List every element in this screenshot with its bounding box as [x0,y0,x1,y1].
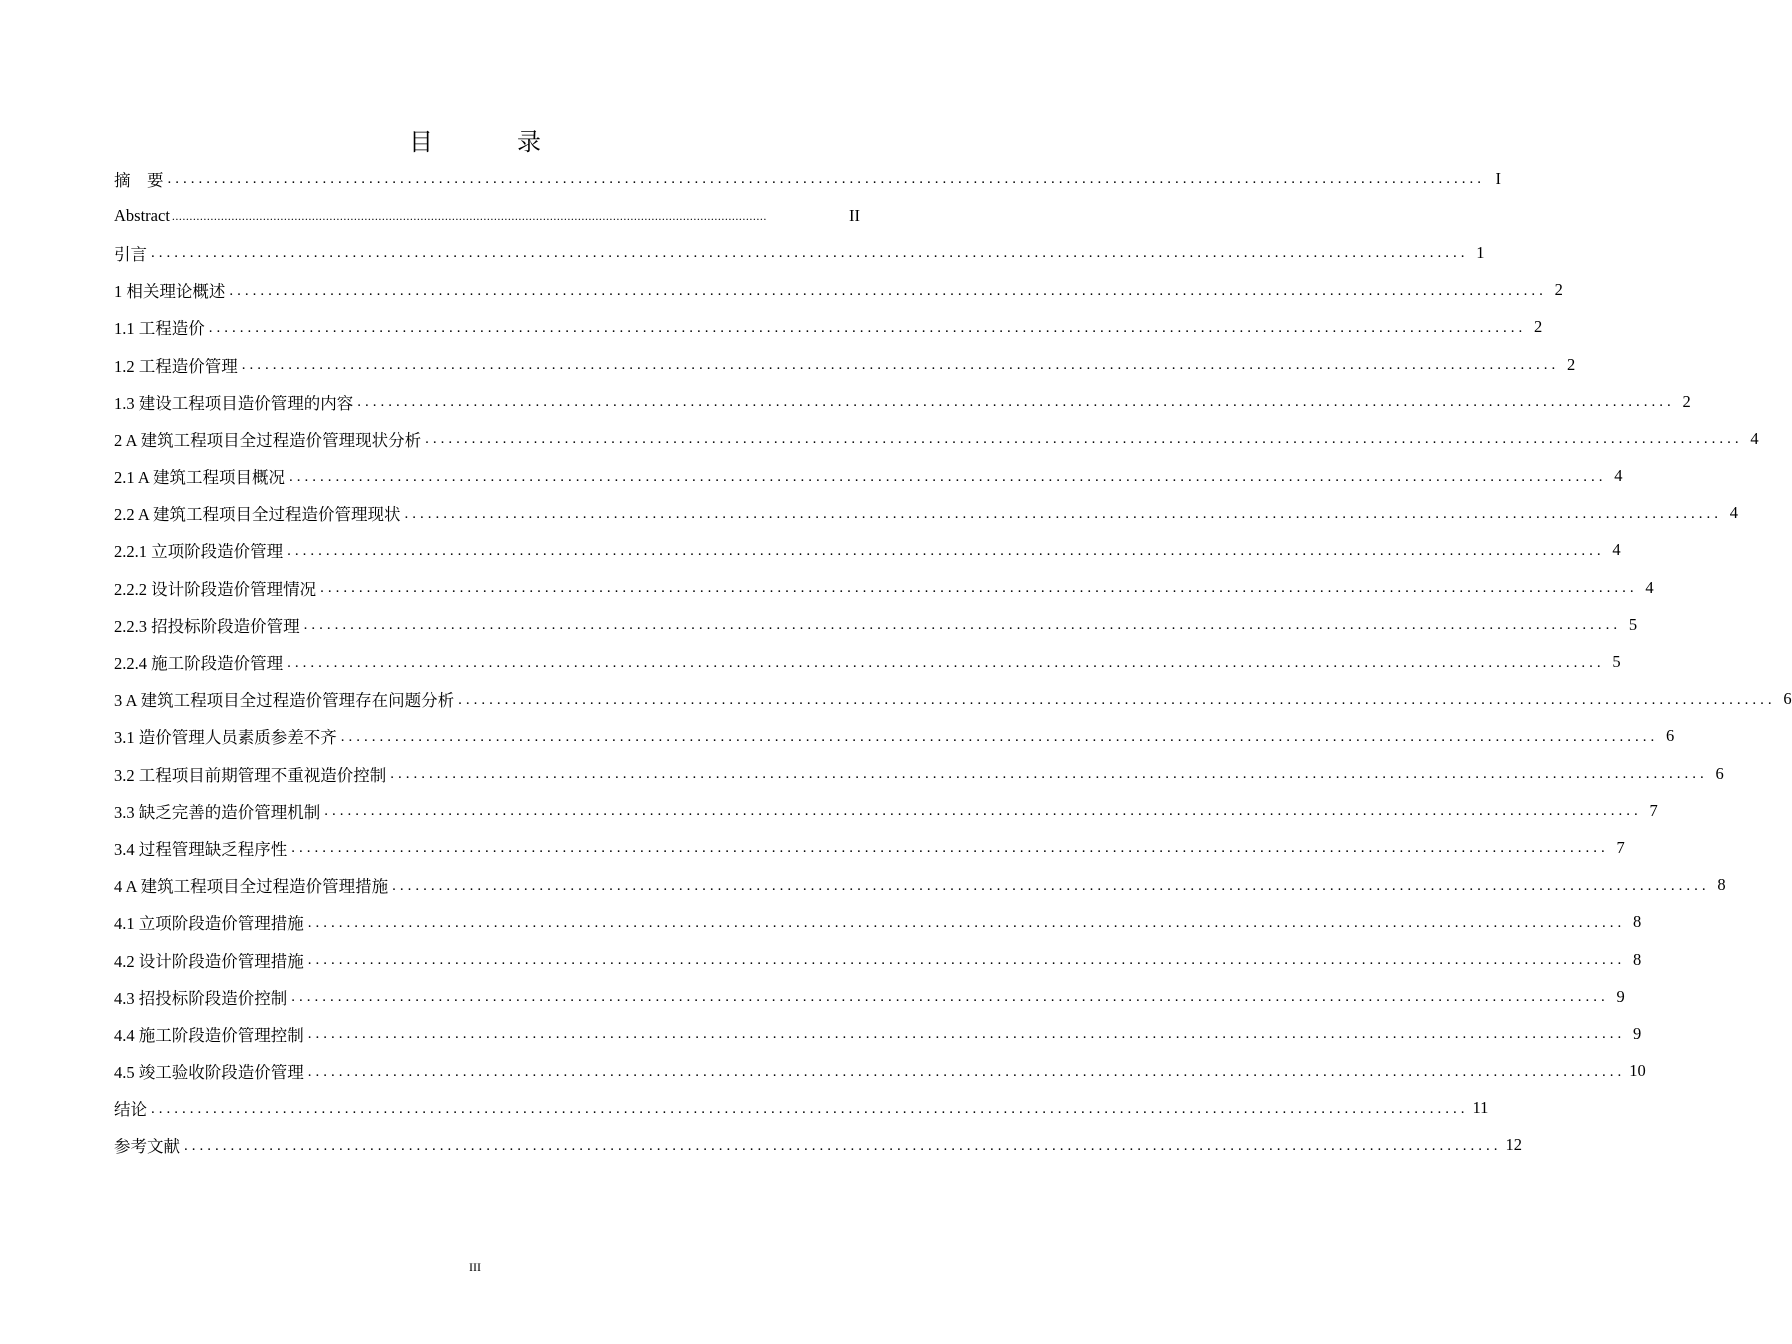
toc-entry-page: 8 [1717,875,1726,895]
toc-leader: .......................................................................................................................................................................... [340,728,1659,745]
toc-entry-label: 2.2.1 立项阶段造价管理 [114,542,284,562]
toc-entry-page: 4 [1750,428,1759,448]
toc-entry-label: 1.2 工程造价管理 [114,356,238,376]
toc-entry[interactable] [114,1090,1489,1127]
toc-entry[interactable] [114,1053,1646,1090]
toc-entry[interactable] [114,681,1792,718]
toc-entry-label: 3.3 缺乏完善的造价管理机制 [114,802,321,822]
toc-entry-page: 2 [1567,354,1576,374]
toc-entry-label: 2.1 A 建筑工程项目概况 [114,468,285,488]
toc-entry-label: Abstract [114,205,170,225]
toc-entry[interactable] [114,160,1501,197]
toc-entry-label: 4.3 招投标阶段造价控制 [114,988,288,1008]
toc-entry-page: 5 [1612,652,1621,672]
toc-entry[interactable] [114,272,1563,309]
toc-entry[interactable] [114,755,1724,792]
toc-entry-page: 4 [1614,466,1623,486]
toc-entry-page: 10 [1629,1061,1646,1081]
toc-entry-page: 2 [1554,280,1563,300]
toc-entry-label: 3 A 建筑工程项目全过程造价管理存在问题分析 [114,691,455,711]
toc-leader: .......................................................................................................................................................................... [425,431,1743,448]
toc-entry-label: 参考文献 [114,1137,180,1157]
toc-entry[interactable] [114,867,1726,904]
toc-leader: .......................................................................................................................................................................... [303,617,1622,634]
toc-leader: .......................................................................................................................................................................... [291,989,1609,1006]
toc-leader: .......................................................................................................................................................................... [287,654,1605,671]
toc-entry[interactable] [114,234,1485,271]
toc-entry[interactable] [114,1127,1522,1164]
toc-entry-page: 9 [1616,986,1625,1006]
toc-entry-label: 2.2.2 设计阶段造价管理情况 [114,579,317,599]
toc-entry-label: 4.1 立项阶段造价管理措施 [114,914,304,934]
toc-entry-page: 7 [1616,837,1625,857]
toc-entry-label: 4.2 设计阶段造价管理措施 [114,951,304,971]
toc-leader: .......................................................................................................................................................................... [241,357,1560,374]
toc-leader: .......................................................................................................................................................................... [291,840,1609,857]
toc-entry[interactable] [114,829,1625,866]
toc-leader: .......................................................................................................................................................................... [167,171,1485,188]
page-number: III [469,1260,481,1274]
toc-entry-page: 8 [1633,949,1642,969]
toc-entry-label: 结论 [114,1100,147,1120]
toc-entry-page: 9 [1633,1023,1642,1043]
toc-leader: .......................................................................................................................................................................... [229,282,1547,299]
toc-entry[interactable] [114,606,1638,643]
toc-leader: .......................................................................................................................................................................... [287,542,1605,559]
toc-leader: .......................................................................................................................................................................... [288,468,1607,485]
toc-entry-page: 6 [1666,726,1675,746]
toc-entry-label: 摘 要 [114,170,164,190]
toc-entry[interactable] [114,197,860,234]
toc-entry-label: 3.2 工程项目前期管理不重视造价控制 [114,765,387,785]
toc-entry[interactable] [114,941,1642,978]
toc-entry-label: 4.5 竣工验收阶段造价管理 [114,1063,304,1083]
toc-entry[interactable] [114,792,1658,829]
toc-entry-page: 4 [1645,577,1654,597]
toc-title: 目 录 [409,128,571,156]
toc-leader: .......................................................................................................................................................................... [171,209,767,224]
toc-leader: .......................................................................................................................................................................... [307,1063,1626,1080]
toc-entry[interactable] [114,978,1625,1015]
toc-leader: .......................................................................................................................................................................... [458,691,1776,708]
toc-entry[interactable] [114,643,1621,680]
toc-entry-page: 12 [1505,1135,1522,1155]
toc-entry-page: 4 [1612,540,1621,560]
toc-entry-label: 3.1 造价管理人员素质参差不齐 [114,728,337,748]
toc-entry-label: 4.4 施工阶段造价管理控制 [114,1025,304,1045]
toc-entry-page: 4 [1729,503,1738,523]
toc-leader: .......................................................................................................................................................................... [320,580,1638,597]
toc-entry-label: 2.2.3 招投标阶段造价管理 [114,616,300,636]
toc-entry[interactable] [114,718,1675,755]
toc-entry-page: II [849,205,860,225]
toc-entry-label: 1.3 建设工程项目造价管理的内容 [114,393,354,413]
toc-leader: .......................................................................................................................................................................... [324,803,1642,820]
toc-entry-label: 1 相关理论概述 [114,282,226,302]
toc-entry-page: 2 [1682,391,1691,411]
toc-leader: .......................................................................................................................................................................... [404,505,1722,522]
toc-entry-page: 8 [1633,912,1642,932]
toc-leader: .......................................................................................................................................................................... [357,394,1675,411]
toc-entry-page: 5 [1628,614,1638,634]
toc-entry-page: 2 [1534,317,1543,337]
toc-leader: .......................................................................................................................................................................... [390,766,1708,783]
toc-entry[interactable] [114,383,1691,420]
toc-entry-label: 2 A 建筑工程项目全过程造价管理现状分析 [114,430,422,450]
toc-entry-label: 3.4 过程管理缺乏程序性 [114,839,288,859]
toc-entry-label: 1.1 工程造价 [114,319,205,339]
toc-entry-page: I [1495,168,1501,188]
toc-entry-label: 引言 [114,244,147,264]
toc-entry-page: 11 [1472,1098,1489,1118]
toc-leader: .......................................................................................................................................................................... [307,1026,1626,1043]
toc-entry[interactable] [114,495,1738,532]
toc-entry-page: 6 [1715,763,1724,783]
toc-entry[interactable] [114,458,1623,495]
toc-entry-page: 1 [1476,242,1485,262]
toc-entry-label: 2.2.4 施工阶段造价管理 [114,654,284,674]
toc-entry[interactable] [114,532,1621,569]
toc-entry[interactable] [114,1015,1642,1052]
toc-leader: .......................................................................................................................................................................... [307,914,1626,931]
toc-entry-label: 2.2 A 建筑工程项目全过程造价管理现状 [114,505,401,525]
toc-entry-page: 7 [1649,800,1658,820]
toc-leader: .......................................................................................................................................................................... [307,952,1626,969]
toc-entry-label: 4 A 建筑工程项目全过程造价管理措施 [114,877,389,897]
toc-leader: .......................................................................................................................................................................... [208,319,1527,336]
toc-leader: .......................................................................................................................................................................... [151,1100,1469,1117]
toc-entry[interactable] [114,420,1759,457]
toc-leader: .......................................................................................................................................................................... [151,245,1469,262]
toc-leader: .......................................................................................................................................................................... [392,877,1710,894]
toc-entry-page: 6 [1783,689,1792,709]
toc-entry[interactable] [114,904,1642,941]
toc-entry[interactable] [114,309,1543,346]
toc-entry[interactable] [114,569,1654,606]
toc-leader: .......................................................................................................................................................................... [184,1137,1502,1154]
toc-list [114,160,1792,1164]
toc-entry[interactable] [114,346,1576,383]
